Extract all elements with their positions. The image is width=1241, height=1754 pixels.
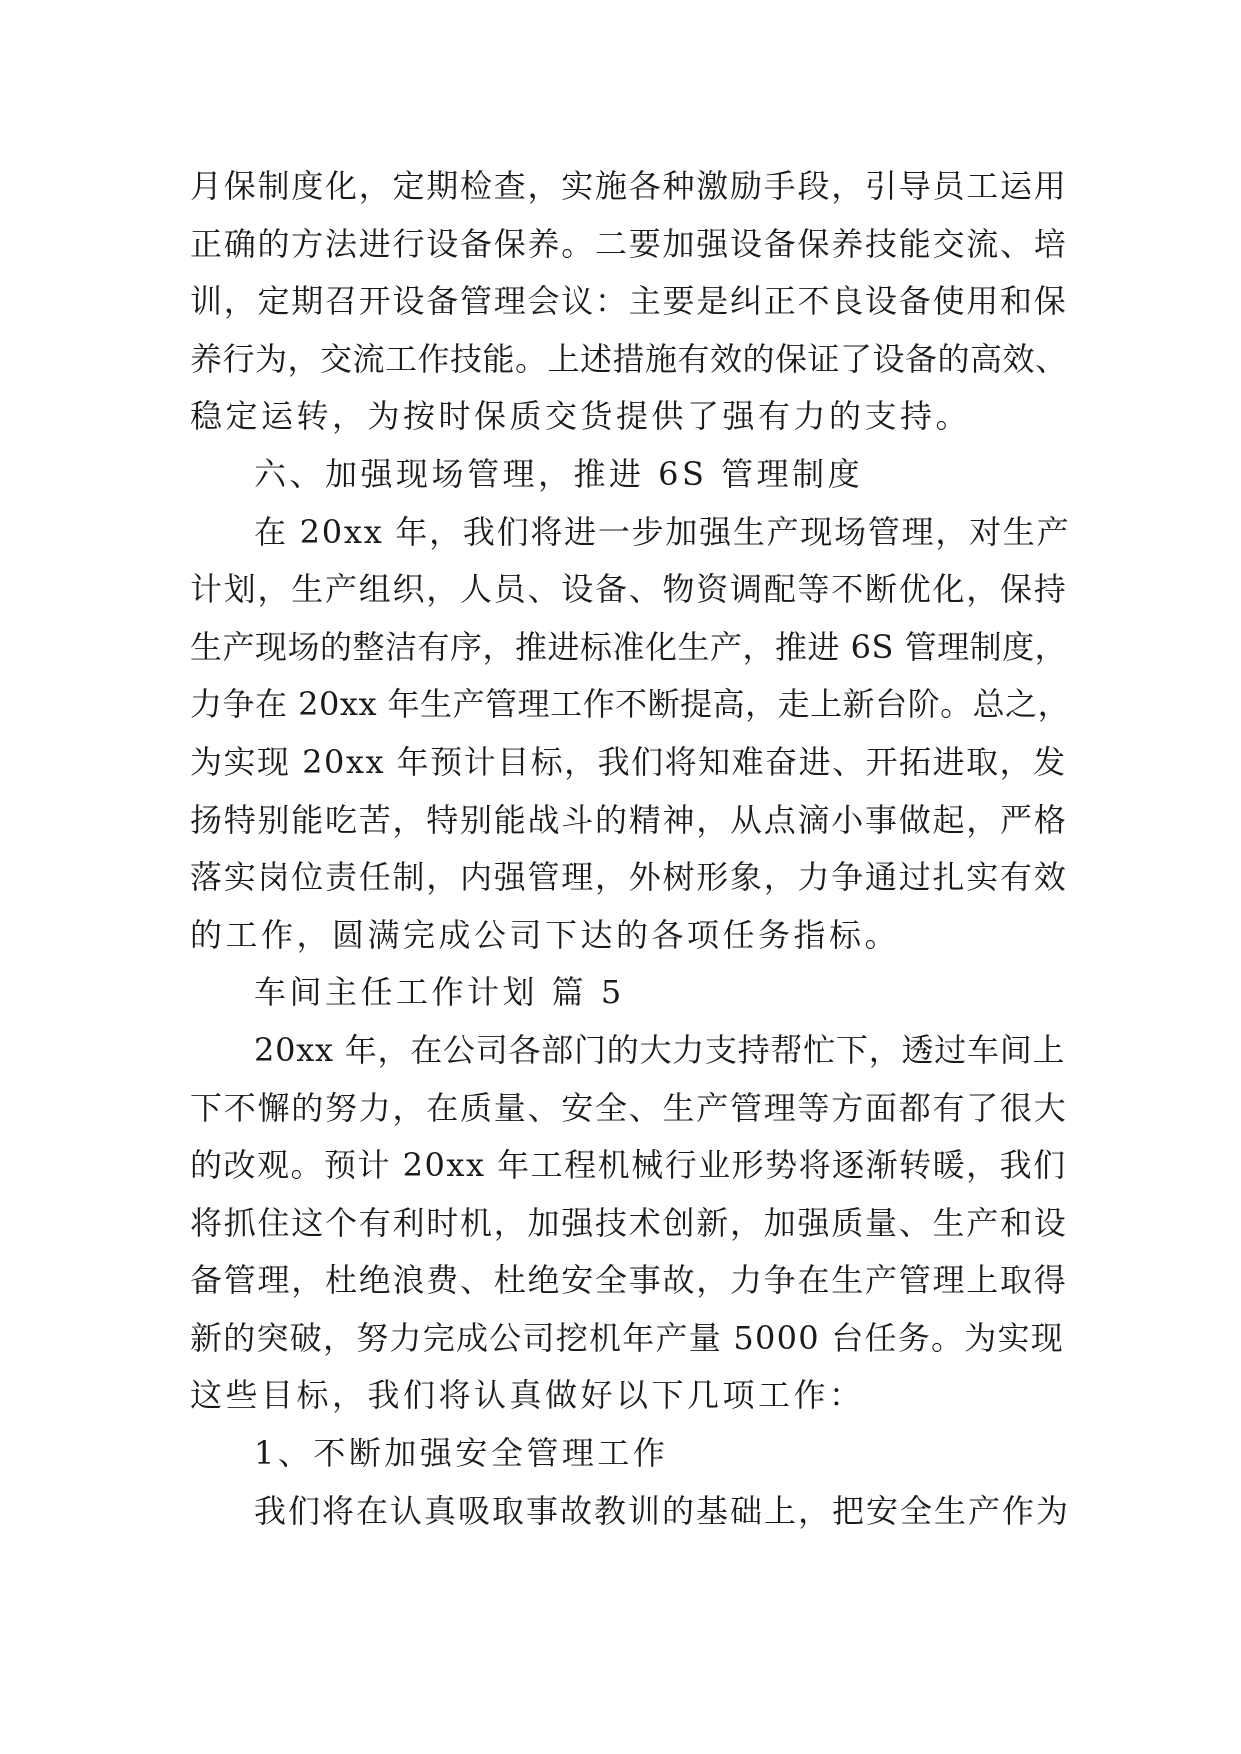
text-line: 正确的方法进行设备保养。二要加强设备保养技能交流、培 — [190, 224, 1068, 263]
text-line: 将抓住这个有利时机，加强技术创新，加强质量、生产和设 — [190, 1203, 1068, 1242]
text-line: 为实现 20xx 年预计目标，我们将知难奋进、开拓进取，发 — [190, 742, 1067, 781]
text-line: 新的突破，努力完成公司挖机年产量 5000 台任务。为实现 — [190, 1318, 1065, 1357]
text-line: 备管理，杜绝浪费、杜绝安全事故，力争在生产管理上取得 — [190, 1261, 1068, 1300]
text-line: 下不懈的努力，在质量、安全、生产管理等方面都有了很大 — [190, 1088, 1068, 1127]
text-line: 的工作，圆满完成公司下达的各项任务指标。 — [190, 915, 901, 954]
text-line: 20xx 年，在公司各部门的大力支持帮忙下，透过车间上 — [254, 1030, 1066, 1069]
text-line: 训，定期召开设备管理会议：主要是纠正不良设备使用和保 — [190, 282, 1068, 321]
text-line: 1、不断加强安全管理工作 — [254, 1434, 669, 1473]
text-line: 这些目标，我们将认真做好以下几项工作： — [190, 1376, 865, 1415]
text-line: 落实岗位责任制，内强管理，外树形象，力争通过扎实有效 — [190, 858, 1068, 897]
document-body — [190, 158, 1070, 1540]
text-line: 在 20xx 年，我们将进一步加强生产现场管理，对生产 — [254, 512, 1071, 551]
text-line: 养行为，交流工作技能。上述措施有效的保证了设备的高效、 — [190, 339, 1068, 378]
text-line: 车间主任工作计划 篇 5 — [254, 973, 625, 1012]
text-line: 稳定运转，为按时保质交货提供了强有力的支持。 — [190, 397, 972, 436]
text-line: 六、加强现场管理，推进 6S 管理制度 — [254, 454, 864, 493]
text-line: 的改观。预计 20xx 年工程机械行业形势将逐渐转暖，我们 — [190, 1146, 1067, 1185]
text-line: 月保制度化，定期检查，实施各种激励手段，引导员工运用 — [190, 167, 1068, 205]
text-line: 计划，生产组织，人员、设备、物资调配等不断优化，保持 — [190, 570, 1068, 609]
text-line: 生产现场的整洁有序，推进标准化生产，推进 6S 管理制度， — [190, 627, 1068, 666]
text-line: 力争在 20xx 年生产管理工作不断提高，走上新台阶。总之， — [190, 685, 1071, 724]
text-line: 我们将在认真吸取事故教训的基础上，把安全生产作为 — [254, 1491, 1071, 1530]
text-line: 扬特别能吃苦，特别能战斗的精神，从点滴小事做起，严格 — [190, 800, 1068, 839]
